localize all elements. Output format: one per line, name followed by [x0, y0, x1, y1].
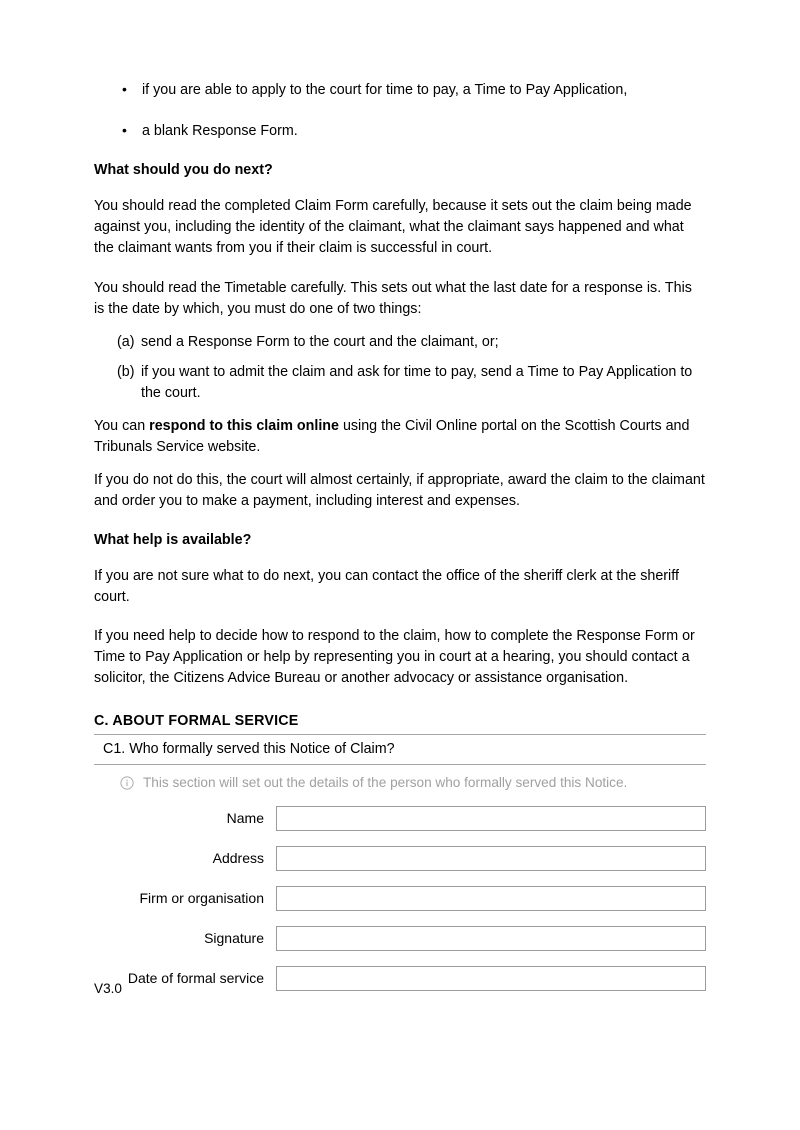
field-label-address: Address	[212, 850, 264, 867]
paragraph-if-you-do-not: If you do not do this, the court will almost certainly, if appropriate, award the claim to the claimant and order you to make a payment, including interest and expenses.	[94, 471, 705, 509]
page-content	[94, 80, 706, 991]
field-row-name	[94, 806, 706, 831]
paragraph-need-help: If you need help to decide how to respond to the claim, how to complete the Response Form or Time to Pay Application or help by representing you in court at a hearing, you should contact a solicitor, the Citizens Advice Bureau or another advocacy or assistance organisation.	[94, 627, 695, 686]
field-row-date-of-formal-service	[94, 966, 706, 991]
section-c-formal-service	[94, 713, 706, 991]
respond-online-prefix: You can	[94, 417, 150, 434]
field-label-signature: Signature	[204, 930, 264, 947]
list-item-option-a	[94, 332, 706, 353]
respond-online-emphasis: respond to this claim online	[149, 417, 339, 434]
field-row-address	[94, 846, 706, 871]
section-hint	[94, 765, 706, 792]
list-item: • a blank Response Form.	[94, 121, 706, 142]
option-text: send a Response Form to the court and the claimant, or;	[141, 333, 499, 350]
field-label-firm-or-organisation: Firm or organisation	[139, 890, 264, 907]
response-options-list	[94, 332, 706, 404]
option-marker: (a)	[117, 333, 135, 350]
signature-field[interactable]	[276, 926, 706, 951]
heading-what-help-is-available: What help is available?	[94, 531, 252, 548]
field-row-firm-or-organisation	[94, 886, 706, 911]
formal-service-form	[94, 806, 706, 991]
subsection-c1-title: C1. Who formally served this Notice of Claim?	[103, 740, 395, 757]
paragraph-not-sure: If you are not sure what to do next, you can contact the office of the sheriff clerk at the sheriff court.	[94, 567, 679, 605]
paragraph-respond-online	[94, 416, 706, 458]
respond-online-suffix: using the Civil Online portal on the Scottish Courts and Tribunals Service website.	[94, 417, 690, 455]
option-marker: (b)	[117, 364, 135, 381]
list-item: • if you are able to apply to the court for time to pay, a Time to Pay Application,	[94, 80, 706, 101]
footer-version: V3.0	[94, 981, 122, 996]
option-text: if you want to admit the claim and ask for time to pay, send a Time to Pay Application to the court.	[141, 364, 693, 401]
name-field[interactable]	[276, 806, 706, 831]
field-row-signature	[94, 926, 706, 951]
heading-what-should-you-do-next: What should you do next?	[94, 162, 273, 179]
field-label-name: Name	[226, 810, 264, 827]
section-c-title: C. ABOUT FORMAL SERVICE	[94, 712, 299, 729]
address-field[interactable]	[276, 846, 706, 871]
field-label-date-of-formal-service: Date of formal service	[127, 970, 264, 987]
info-circle-icon	[120, 776, 134, 790]
section-hint-text: This section will set out the details of the person who formally served this Notice.	[143, 774, 628, 790]
intro-bullet-list	[94, 80, 706, 141]
list-item-option-b	[94, 362, 706, 403]
paragraph-claim-form: You should read the completed Claim Form carefully, because it sets out the claim being made against you, including the identity of the claimant, what the claimant says happened and what the claimant wants from you if their claim is successful in court.	[94, 198, 692, 257]
firm-or-organisation-field[interactable]	[276, 886, 706, 911]
paragraph-timetable: You should read the Timetable carefully. This sets out what the last date for a response is. This is the date by which, you must do one of two things:	[94, 279, 692, 317]
date-of-formal-service-field[interactable]	[276, 966, 706, 991]
